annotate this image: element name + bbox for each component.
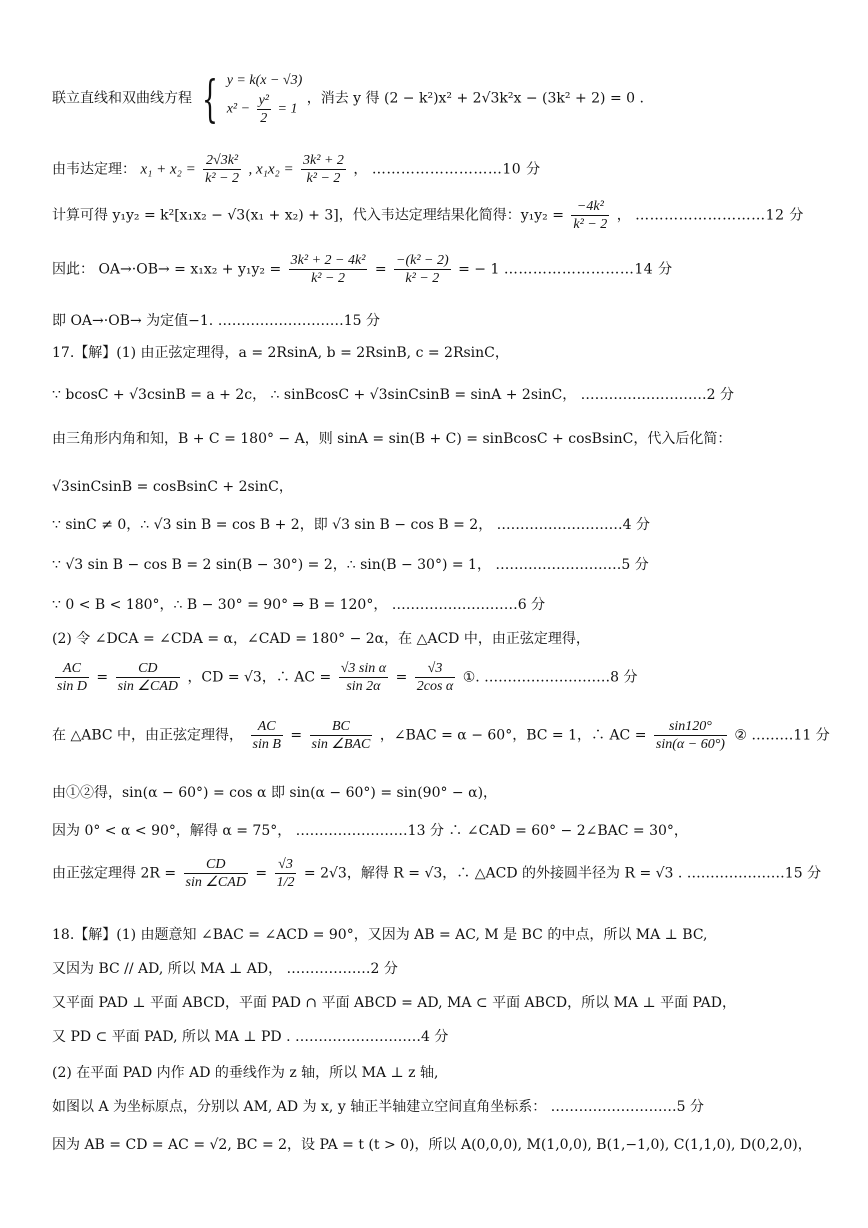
brace-symbol: { [202, 69, 219, 128]
text: ，∠BAC = α − 60°，BC = 1，∴ AC = [379, 727, 647, 744]
line-17-alpha: 因为 0° < α < 90°，解得 α = 75°， ……………………13 分 ∴ ∠CAD = 60° − 2∠BAC = 30°， [52, 823, 688, 839]
fraction-num: −4k² [571, 198, 609, 216]
fraction-den: sin 2α [346, 679, 381, 694]
fraction [275, 856, 297, 891]
fraction [116, 660, 180, 695]
line-17-start: 17.【解】(1) 由正弦定理得，a = 2RsinA, b = 2RsinB, c = 2RsinC， [52, 345, 509, 361]
eq-part: = 1 [277, 101, 298, 117]
fraction [289, 252, 368, 287]
fraction-den: sin D [57, 679, 87, 694]
fraction [203, 152, 241, 187]
score-marker: ………………………12 分 [635, 207, 804, 224]
line-18-points: 因为 AB = CD = AC = √2, BC = 2，设 PA = t (t > 0)，所以 A(0,0,0), M(1,0,0), B(1,−1,0), C(1,1,0), D(0,2,0)， [52, 1137, 812, 1153]
score-marker: ①. ………………………8 分 [462, 669, 638, 686]
text-combine: 联立直线和双曲线方程 [52, 90, 192, 107]
fraction-den: k² − 2 [205, 171, 240, 186]
line-17-abc-sine [52, 718, 830, 753]
line-17-sin-shift: ∵ √3 sin B − cos B = 2 sin(B − 30°) = 2，∴ sin(B − 30°) = 1， ………………………5 分 [52, 557, 649, 573]
score-marker: ………………………10 分 [371, 161, 541, 178]
fraction [339, 660, 388, 695]
line-17-given: ∵ bcosC + √3csinB = a + 2c， ∴ sinBcosC + √3sinCsinB = sinA + 2sinC， ………………………2 分 [52, 387, 735, 403]
line-17-acd-sine [52, 660, 638, 695]
fraction-num: AC [251, 718, 283, 736]
line-17-combine: 由①②得，sin(α − 60°) = cos α 即 sin(α − 60°) = sin(90° − α)， [52, 785, 498, 801]
fraction-num: sin120° [654, 718, 727, 736]
fraction-num: CD [184, 856, 248, 874]
line-17-radius [52, 856, 821, 891]
fraction-den: 1/2 [276, 875, 295, 890]
line-18-part2: (2) 在平面 PAD 内作 AD 的垂线作为 z 轴，所以 MA ⊥ z 轴, [52, 1065, 439, 1081]
fraction [310, 718, 373, 753]
fraction-num: y² [258, 93, 269, 108]
fraction [301, 152, 346, 187]
fraction [654, 718, 727, 753]
line-17-B-result: ∵ 0 < B < 180°，∴ B − 30° = 90° ⇒ B = 120°， ………………………6 分 [52, 597, 546, 613]
fraction-den: k² − 2 [311, 271, 345, 286]
fraction [184, 856, 248, 891]
text: 在 △ABC 中，由正弦定理得， [52, 727, 244, 744]
text: ，CD = √3，∴ AC = [187, 669, 332, 686]
text: = 2√3，解得 R = √3，∴ △ACD 的外接圆半径为 R = √3 . …………………15 分 [303, 865, 822, 882]
text: ， [353, 161, 368, 178]
text: 因此： OA→·OB→ = x₁x₂ + y₁y₂ = [52, 261, 282, 278]
fraction [55, 660, 89, 695]
text: ， [616, 207, 631, 224]
fraction-den: sin ∠BAC [311, 737, 371, 752]
line-17-angle-sum: 由三角形内角和知，B + C = 180° − A，则 sinA = sin(B + C) = sinBcosC + cosBsinC，代入后化简： [52, 431, 732, 447]
math: = [96, 669, 109, 686]
text: 由正弦定理得 2R = [52, 865, 177, 882]
line-18-parallel: 又因为 BC // AD, 所以 MA ⊥ AD， ………………2 分 [52, 961, 398, 977]
fraction-num: √3 [415, 660, 456, 678]
line-18-start: 18.【解】(1) 由题意知 ∠BAC = ∠ACD = 90°，又因为 AB = AC, M 是 BC 的中点，所以 MA ⊥ BC, [52, 927, 708, 943]
line-17-sinC: ∵ sinC ≠ 0，∴ √3 sin B = cos B + 2，即 √3 sin B − cos B = 2， ………………………4 分 [52, 517, 651, 533]
score-marker: ② ………11 分 [734, 727, 830, 744]
math: = − 1 [458, 261, 500, 278]
equation-system [227, 70, 303, 127]
fraction-num: −(k² − 2) [396, 253, 449, 268]
equation-hyperbola [227, 92, 303, 127]
fraction [257, 92, 271, 127]
fraction [251, 718, 283, 753]
text-eliminate: ，消去 y 得 (2 − k²)x² + 2√3k²x − (3k² + 2) = 0 . [306, 90, 644, 107]
fraction [571, 198, 609, 233]
fraction-num: √3 sin α [340, 661, 387, 676]
line-17-simplified: √3sinCsinB = cosBsinC + 2sinC， [52, 479, 293, 495]
fraction-den: 2cos α [416, 679, 454, 694]
line-system-equations [52, 70, 644, 127]
math: = [395, 669, 408, 686]
math: = [290, 727, 303, 744]
fraction-den: k² − 2 [405, 271, 440, 286]
fraction-den: k² − 2 [573, 217, 608, 232]
math: x₁ + x₂ = [140, 161, 196, 178]
line-18-planes: 又平面 PAD ⊥ 平面 ABCD，平面 PAD ∩ 平面 ABCD = AD, MA ⊂ 平面 ABCD，所以 MA ⊥ 平面 PAD， [52, 995, 736, 1011]
math: , x₁x₂ = [248, 161, 294, 178]
fraction-num: √3 [275, 856, 297, 874]
fraction-num: 3k² + 2 − 4k² [290, 253, 366, 268]
fraction-num: BC [310, 718, 373, 736]
line-17-part2: (2) 令 ∠DCA = ∠CDA = α，∠CAD = 180° − 2α，在 △ACD 中，由正弦定理得， [52, 631, 590, 647]
math: = [374, 261, 387, 278]
fraction-den: k² − 2 [306, 171, 341, 186]
text: 计算可得 y₁y₂ = k²[x₁x₂ − √3(x₁ + x₂) + 3]，代入韦达定理结果化简得：y₁y₂ = [52, 207, 564, 224]
line-compute [52, 198, 804, 233]
fraction-num: 3k² + 2 [303, 153, 344, 168]
fraction [415, 660, 456, 695]
score-marker: ………………………14 分 [503, 261, 673, 278]
fraction-num: 2√3k² [203, 152, 241, 170]
fraction-den: 2 [260, 111, 268, 126]
text: 由韦达定理： [52, 161, 136, 178]
fraction-den: sin(α − 60°) [655, 737, 725, 752]
line-18-perp: 又 PD ⊂ 平面 PAD, 所以 MA ⊥ PD . ………………………4 分 [52, 1029, 449, 1045]
fraction-den: sin ∠CAD [117, 679, 178, 694]
line-constant: 即 OA→·OB→ 为定值−1. ………………………15 分 [52, 313, 380, 329]
fraction-den: sin B [252, 737, 281, 752]
line-vieta [52, 152, 541, 187]
eq-part: x² − [226, 101, 251, 117]
math: = [255, 865, 268, 882]
equation-line: y = k(x − √3) [226, 73, 303, 88]
fraction [394, 252, 451, 287]
fraction-num: AC [55, 660, 89, 678]
fraction-num: CD [116, 660, 180, 678]
line-18-coords: 如图以 A 为坐标原点，分别以 AM, AD 为 x, y 轴正半轴建立空间直角坐标系： ………………………5 分 [52, 1099, 705, 1115]
line-dot-product [52, 252, 673, 287]
fraction-den: sin ∠CAD [185, 875, 246, 890]
